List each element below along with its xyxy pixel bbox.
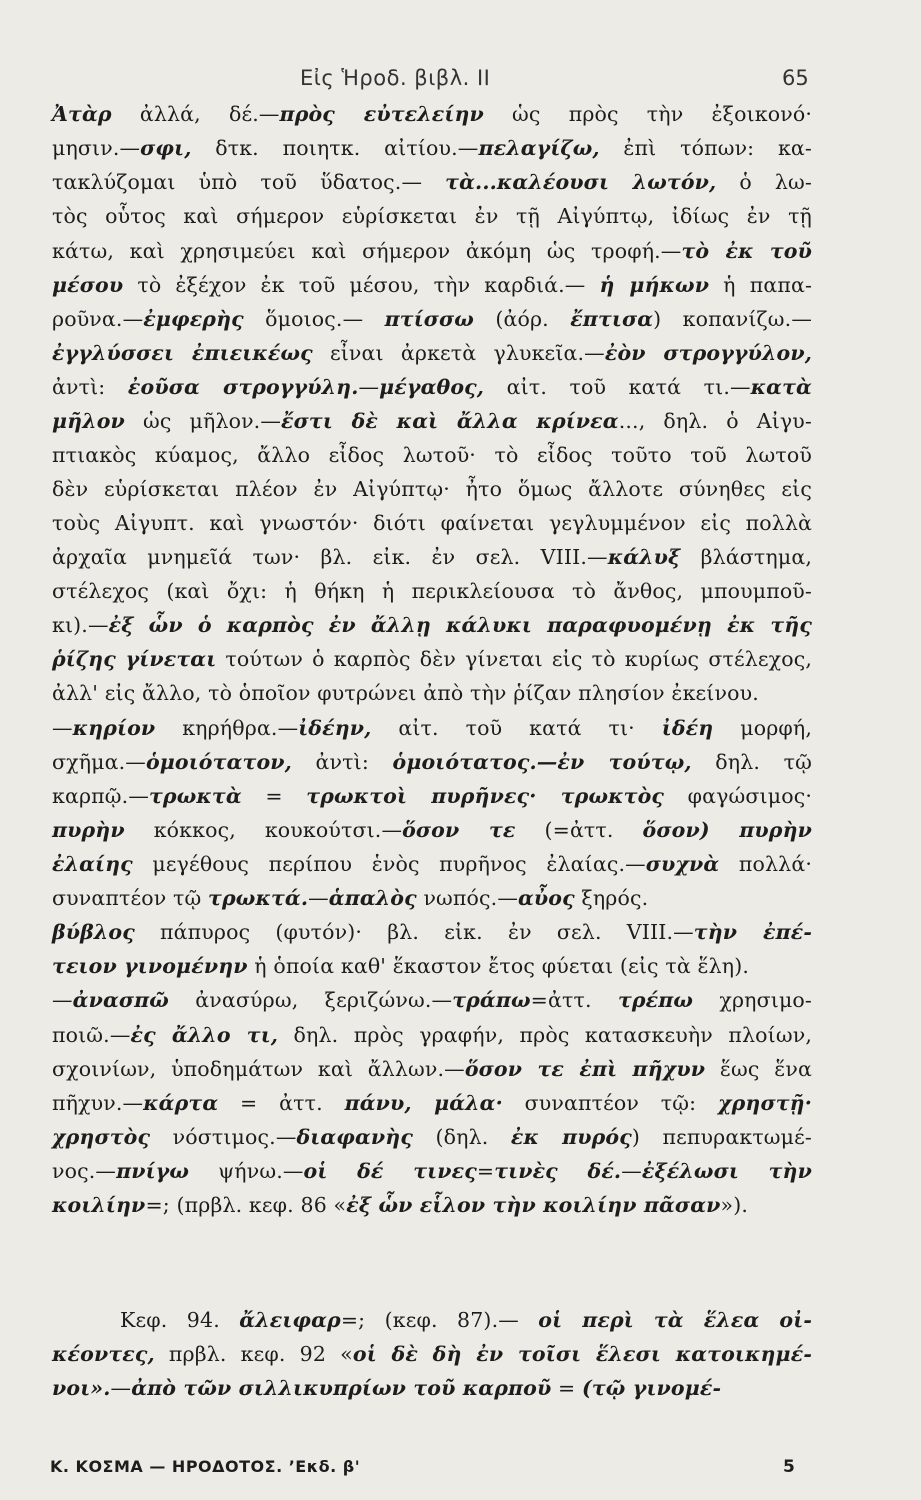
lemma-term: μέγαθος,	[379, 375, 485, 399]
lemma-term: χρηστὸς	[52, 1125, 151, 1149]
lemma-term: ἄλειφαρ	[239, 1308, 341, 1332]
lemma-term: ῥίζης γίνεται	[52, 647, 217, 671]
gloss-text: »).	[720, 1193, 749, 1217]
lemma-term: τρωκτὰ	[148, 784, 242, 808]
gloss-text: (δηλ.	[413, 1125, 511, 1149]
gloss-text: ἡ ὁποία καθ' ἕκαστον ἔτος φύεται (εἰς τὰ ἕλη).	[247, 954, 750, 978]
text-line	[52, 1127, 812, 1148]
lemma-term: πάνυ, μάλα·	[344, 1091, 503, 1115]
text-line	[52, 718, 812, 739]
lemma-term: τρωκτοὶ πυρῆνες· τρωκτὸς	[306, 784, 665, 808]
gloss-text: πῆχυν.—	[52, 1091, 144, 1115]
lemma-term: οἱ περὶ τὰ ἕλεα οἰ-	[538, 1308, 812, 1332]
lemma-term: πνίγω	[116, 1159, 190, 1183]
text-line	[52, 1025, 812, 1046]
text-line	[52, 479, 812, 500]
lemma-term: τειον γινομένην	[52, 954, 248, 978]
running-head	[0, 66, 921, 96]
lemma-term: τὴν ἐπέ-	[693, 920, 812, 944]
text-line	[52, 786, 812, 807]
gloss-text: =	[551, 1376, 583, 1400]
lemma-term: σφι,	[140, 136, 192, 160]
gloss-text: κάτω, καὶ χρησιμεύει καὶ σήμερον ἀκόμη ὡς τροφή.—	[52, 239, 682, 263]
text-line	[52, 241, 812, 262]
gloss-text: συναπτέον τῷ:	[502, 1091, 718, 1115]
gloss-text: μεγέθους περίπου ἑνὸς πυρῆνος ἐλαίας.—	[132, 852, 646, 876]
gloss-text: ἐπὶ τόπων: κα-	[599, 136, 813, 160]
gloss-text: =	[476, 1159, 495, 1183]
gloss-text: = ἀττ.	[218, 1091, 345, 1115]
lemma-term: τινὲς δέ.	[494, 1159, 622, 1183]
gloss-text: —	[308, 886, 329, 910]
gloss-text: (=ἀττ.	[515, 818, 643, 842]
lemma-term: βύβλος	[52, 920, 135, 944]
text-line	[52, 581, 812, 602]
lemma-term: τὰ...καλέουσι λωτόν,	[445, 170, 717, 194]
lemma-term: νοι».	[52, 1376, 111, 1400]
gloss-text: πτιακὸς κύαμος, ἄλλο εἶδος λωτοῦ· τὸ εἶδος τοῦτο τοῦ λωτοῦ	[52, 443, 812, 467]
lemma-term: Ἀτὰρ	[52, 102, 112, 126]
gloss-text: δτκ. ποιητκ. αἰτίου.—	[191, 136, 479, 160]
gloss-text: τακλύζομαι ὑπὸ τοῦ ὕδατος.—	[52, 170, 446, 194]
text-line	[52, 377, 812, 398]
text-line	[52, 615, 812, 636]
gloss-text: τούτων ὁ καρπὸς δὲν γίνεται εἰς τὸ κυρίως στέλεχος,	[216, 647, 812, 671]
gloss-text: (ἀόρ.	[473, 307, 571, 331]
gloss-text: εἶναι ἀρκετὰ γλυκεῖα.—	[312, 341, 605, 365]
text-line	[52, 820, 812, 841]
lemma-term: αὖος	[518, 886, 575, 910]
gloss-text: ἕως ἕνα	[705, 1057, 812, 1081]
lemma-term: χρηστῇ·	[717, 1091, 813, 1115]
text-line	[52, 1059, 812, 1080]
gloss-text: ρoῦνα.—	[52, 307, 144, 331]
footer-sheet-number: 5	[783, 1457, 795, 1477]
text-line	[52, 888, 812, 909]
gloss-text: αἰτ. τοῦ κατά τι·	[371, 716, 662, 740]
gloss-text: τοὺς Αἰγυπτ. καὶ γνωστόν· διότι φαίνεται γεγλυμμένον εἰς πολλὰ	[52, 511, 812, 535]
lemma-term: συχνὰ	[645, 852, 720, 876]
lemma-term: πυρὴν	[52, 818, 125, 842]
text-line	[52, 854, 812, 875]
gloss-text: ὅμοιος.—	[243, 307, 385, 331]
lemma-term: ἐμφερὴς	[143, 307, 244, 331]
lemma-term: ἁπαλὸς	[328, 886, 417, 910]
gloss-text: ) κοπανίζω.—	[653, 307, 812, 331]
gloss-text: ἀλλά, δέ.—	[111, 102, 280, 126]
gloss-text: πολλά·	[719, 852, 812, 876]
lemma-term: διαφανὴς	[296, 1125, 413, 1149]
lemma-term: ἐκ πυρός	[510, 1125, 632, 1149]
lemma-term: ἔστι δὲ καὶ ἄλλα κρίνεα	[281, 409, 619, 433]
text-line	[52, 990, 812, 1011]
gloss-text: τὸς οὗτος καὶ σήμερον εὑρίσκεται ἐν τῇ Αἰγύπτῳ, ἰδίως ἐν τῇ	[52, 204, 812, 228]
gloss-text: κηρήθρα.—	[155, 716, 299, 740]
gloss-text: ἀρχαῖα μνημεῖά των· βλ. εἰκ. ἐν σελ. VIII.—	[52, 545, 608, 569]
gloss-text: ἀλλ' εἰς ἄλλο, τὸ ὁποῖον φυτρώνει ἀπὸ τὴν ῥίζαν πλησίον ἐκείνου.	[52, 681, 759, 705]
lemma-term: ἀπὸ τῶν σιλλικυπρίων τοῦ καρποῦ	[131, 1376, 552, 1400]
gloss-text: Κεφ. 94.	[120, 1308, 240, 1332]
gloss-text: τὸ ἐξέχον ἐκ τοῦ μέσου, τὴν καρδιά.—	[123, 273, 600, 297]
footer-signature: Κ. ΚΟΣΜΑ — ΗΡΟΔΟΤΟΣ. ʼΕκδ. β'	[50, 1457, 361, 1476]
lemma-term: ἐξ ὧν εἷλον τὴν κοιλίην πᾶσαν	[346, 1193, 721, 1217]
text-line	[52, 513, 812, 534]
text-line	[120, 1310, 812, 1331]
lemma-term: ὅσον τε	[402, 818, 516, 842]
gloss-text: δηλ. τῷ	[691, 750, 812, 774]
text-line	[52, 343, 812, 364]
lemma-term: ὁμοιότατος.—ἐν τούτῳ,	[392, 750, 692, 774]
gloss-text: φαγώσιμος·	[664, 784, 813, 808]
gloss-text: ..., δηλ. ὁ Αἰγυ-	[618, 409, 812, 433]
lemma-term: οἱ δὲ δὴ ἐν τοῖσι ἕλεσι κατοικημέ-	[352, 1342, 812, 1366]
gloss-text: ψήνω.—	[189, 1159, 304, 1183]
lemma-term: τὸ ἐκ τοῦ	[681, 239, 812, 263]
text-line	[52, 1093, 812, 1114]
text-line	[52, 649, 812, 670]
gloss-text: μορφή,	[713, 716, 812, 740]
gloss-text: ἀντὶ:	[291, 750, 393, 774]
gloss-text: —	[621, 1159, 642, 1183]
lemma-term: ἐὸν στρογγύλον,	[604, 341, 812, 365]
gloss-text: ἀνασύρω, ξεριζώνω.—	[168, 988, 453, 1012]
gloss-text: κόκκος, κουκούτσι.—	[124, 818, 403, 842]
text-line	[52, 206, 812, 227]
text-line	[52, 138, 812, 159]
lemma-term: κατὰ	[750, 375, 812, 399]
gloss-text: ἡ παπα-	[709, 273, 813, 297]
text-line	[52, 445, 812, 466]
gloss-text: ξηρός.	[574, 886, 649, 910]
gloss-text: —	[358, 375, 380, 399]
page-footer	[0, 1457, 921, 1481]
lemma-term: τρέπω	[617, 988, 694, 1012]
text-line	[52, 922, 812, 943]
text-line	[52, 1195, 812, 1216]
running-head-title: Εἰς Ἡροδ. βιβλ. ΙΙ	[300, 66, 491, 90]
gloss-text: συναπτέον τῷ	[52, 886, 209, 910]
lemma-term: ἐξέλωσι τὴν	[641, 1159, 812, 1183]
gloss-text: χρησιμο-	[693, 988, 812, 1012]
lemma-term: μῆλον	[52, 409, 125, 433]
gloss-text: ὡς πρὸς τὴν ἐξοικονό·	[483, 102, 812, 126]
lemma-term: κάλυξ	[607, 545, 681, 569]
lemma-term: κέοντες,	[52, 1342, 155, 1366]
gloss-text: =	[241, 784, 307, 808]
gloss-text: κι).—	[52, 613, 109, 637]
text-line	[52, 752, 812, 773]
lemma-term: ὅσον τε ἐπὶ πῆχυν	[464, 1057, 706, 1081]
lemma-term: ἐγγλύσσει ἐπιεικέως	[52, 341, 313, 365]
lemma-term: ἡ μήκων	[599, 273, 710, 297]
lemma-term: τράπω	[452, 988, 531, 1012]
gloss-text: ) πεπυρακτωμέ-	[631, 1125, 812, 1149]
lemma-term: (τῷ γινομέ-	[582, 1376, 722, 1400]
gloss-text: καρπῷ.—	[52, 784, 149, 808]
gloss-text: νόστιμος.—	[150, 1125, 297, 1149]
text-line	[52, 275, 812, 296]
text-line	[52, 309, 812, 330]
lemma-term: πρὸς εὐτελείην	[279, 102, 484, 126]
gloss-text: μησιν.—	[52, 136, 141, 160]
lemma-term: κηρίον	[72, 716, 156, 740]
text-line	[52, 1378, 812, 1399]
lemma-term: οἱ δέ τινες	[303, 1159, 477, 1183]
gloss-text: στέλεχος (καὶ ὄχι: ἡ θήκη ἡ περικλείουσα τὸ ἄνθος, μπουμποῦ-	[52, 579, 812, 603]
text-line	[52, 956, 812, 977]
lemma-term: πτίσσω	[384, 307, 474, 331]
lemma-term: ὅσον) πυρὴν	[642, 818, 812, 842]
lemma-term: ἰδέη	[661, 716, 714, 740]
gloss-text: πάπυρος (φυτόν)· βλ. εἰκ. ἐν σελ. VIII.—	[134, 920, 694, 944]
gloss-text: —	[110, 1376, 132, 1400]
gloss-text: πρβλ. κεφ. 92 «	[154, 1342, 353, 1366]
gloss-text: δὲν εὑρίσκεται πλέον ἐν Αἰγύπτῳ· ἦτο ὅμως ἄλλοτε σύνηθες εἰς	[52, 477, 812, 501]
lemma-term: ἐς ἄλλο τι,	[130, 1023, 279, 1047]
page-number: 65	[782, 66, 809, 90]
gloss-text: =ἀττ.	[530, 988, 618, 1012]
text-line	[52, 683, 812, 704]
gloss-text: αἰτ. τοῦ κατά τι.—	[484, 375, 751, 399]
gloss-text: —	[52, 716, 73, 740]
gloss-text: βλάστημα,	[680, 545, 812, 569]
lemma-term: τρωκτά.	[208, 886, 309, 910]
lemma-term: πελαγίζω,	[478, 136, 600, 160]
lemma-term: ἔπτισα	[570, 307, 654, 331]
lemma-term: ἀνασπῶ	[72, 988, 169, 1012]
lemma-term: ὁμοιότατον,	[145, 750, 292, 774]
lemma-term: κάρτα	[143, 1091, 219, 1115]
gloss-text: σχῆμα.—	[52, 750, 146, 774]
gloss-text: σχοινίων, ὑποδημάτων καὶ ἄλλων.—	[52, 1057, 465, 1081]
gloss-text: ποιῶ.—	[52, 1023, 131, 1047]
text-line	[52, 1344, 812, 1365]
lemma-term: ἐλαίης	[52, 852, 133, 876]
text-line	[52, 172, 812, 193]
gloss-text: νωπός.—	[416, 886, 518, 910]
gloss-text: ἀντὶ:	[52, 375, 128, 399]
lemma-term: κοιλίην	[52, 1193, 146, 1217]
text-line	[52, 104, 812, 125]
gloss-text: ὁ λω-	[716, 170, 812, 194]
text-line	[52, 411, 812, 432]
text-line	[52, 1161, 812, 1182]
gloss-text: δηλ. πρὸς γραφήν, πρὸς κατασκευὴν πλοίων,	[278, 1023, 812, 1047]
gloss-text: =; (κεφ. 87).—	[340, 1308, 539, 1332]
lemma-term: ἐοῦσα στρογγύλη.	[127, 375, 359, 399]
lemma-term: μέσου	[52, 273, 124, 297]
lemma-term: ἰδέην,	[298, 716, 372, 740]
text-line	[52, 547, 812, 568]
lemma-term: ἐξ ὧν ὁ καρπὸς ἐν ἄλλῃ κάλυκι παραφυομένῃ ἐκ τῆς	[108, 613, 812, 637]
gloss-text: νος.—	[52, 1159, 117, 1183]
gloss-text: ὡς μῆλον.—	[124, 409, 282, 433]
gloss-text: —	[52, 988, 73, 1012]
gloss-text: =; (πρβλ. κεφ. 86 «	[145, 1193, 347, 1217]
